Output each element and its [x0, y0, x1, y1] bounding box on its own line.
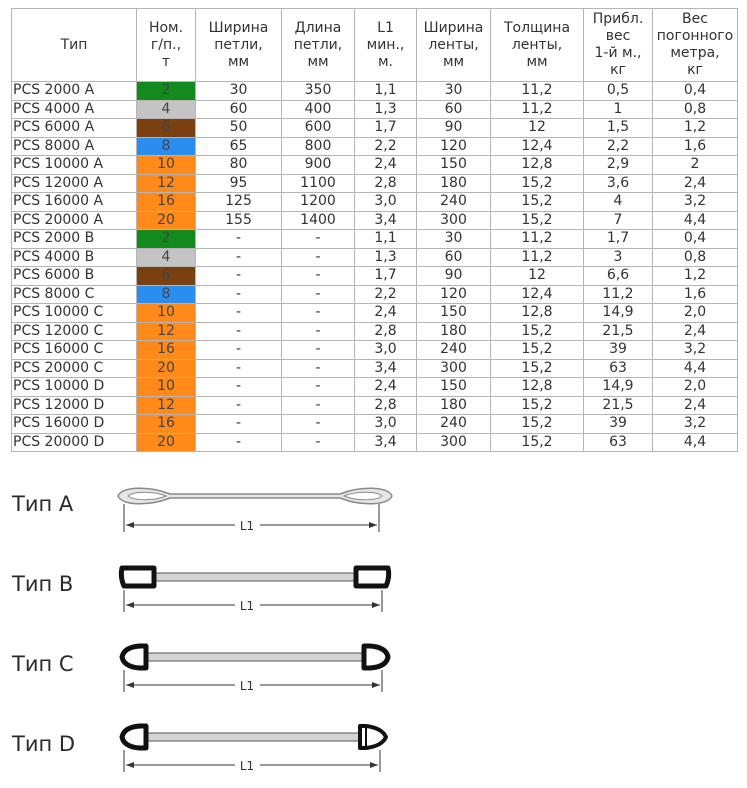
cell-loop-length: - — [282, 285, 355, 304]
cell-loop-width: - — [196, 341, 282, 360]
cell-l1: 2,2 — [355, 137, 417, 156]
cell-loop-width: - — [196, 396, 282, 415]
cell-load: 12 — [137, 174, 196, 193]
cell-load: 10 — [137, 378, 196, 397]
table-row — [12, 211, 738, 230]
cell-weight-1m: 21,5 — [584, 396, 653, 415]
cell-l1: 1,7 — [355, 119, 417, 138]
cell-loop-length: - — [282, 433, 355, 452]
type-c-label: Тип C — [12, 652, 74, 676]
cell-loop-length: 800 — [282, 137, 355, 156]
cell-load: 20 — [137, 433, 196, 452]
cell-l1: 1,1 — [355, 230, 417, 249]
cell-l1: 2,8 — [355, 396, 417, 415]
cell-band-width: 180 — [417, 322, 491, 341]
cell-type: PCS 2000 B — [12, 230, 137, 249]
cell-loop-width: - — [196, 304, 282, 323]
cell-thickness: 15,2 — [491, 174, 584, 193]
cell-type: PCS 16000 D — [12, 415, 137, 434]
cell-load: 16 — [137, 415, 196, 434]
cell-band-width: 300 — [417, 359, 491, 378]
cell-type: PCS 12000 A — [12, 174, 137, 193]
cell-type: PCS 16000 A — [12, 193, 137, 212]
cell-type: PCS 6000 A — [12, 119, 137, 138]
cell-band-width: 150 — [417, 304, 491, 323]
cell-l1: 3,0 — [355, 415, 417, 434]
cell-weight-1m: 3 — [584, 248, 653, 267]
cell-band-width: 150 — [417, 378, 491, 397]
cell-type: PCS 4000 B — [12, 248, 137, 267]
cell-weight-1m: 63 — [584, 359, 653, 378]
cell-type: PCS 10000 C — [12, 304, 137, 323]
table-row — [12, 193, 738, 212]
cell-thickness: 12,8 — [491, 304, 584, 323]
table-row — [12, 433, 738, 452]
table-row — [12, 304, 738, 323]
cell-thickness: 15,2 — [491, 211, 584, 230]
cell-band-width: 150 — [417, 156, 491, 175]
cell-load: 16 — [137, 341, 196, 360]
type-a-dimension: L1 — [239, 519, 255, 533]
cell-weight-1m: 2,2 — [584, 137, 653, 156]
cell-loop-width: 80 — [196, 156, 282, 175]
cell-loop-length: - — [282, 267, 355, 286]
cell-thickness: 12 — [491, 267, 584, 286]
table-row — [12, 82, 738, 101]
type-d-label: Тип D — [12, 732, 76, 756]
cell-loop-width: 60 — [196, 100, 282, 119]
cell-weight-1m: 6,6 — [584, 267, 653, 286]
table-row — [12, 378, 738, 397]
table-row — [12, 415, 738, 434]
cell-loop-width: 125 — [196, 193, 282, 212]
cell-l1: 1,7 — [355, 267, 417, 286]
cell-load: 10 — [137, 304, 196, 323]
table-row — [12, 359, 738, 378]
cell-type: PCS 12000 D — [12, 396, 137, 415]
cell-type: PCS 8000 C — [12, 285, 137, 304]
cell-band-width: 240 — [417, 193, 491, 212]
cell-loop-length: - — [282, 248, 355, 267]
cell-weight-1m: 39 — [584, 341, 653, 360]
cell-band-width: 60 — [417, 100, 491, 119]
cell-type: PCS 6000 B — [12, 267, 137, 286]
cell-weight-1m: 1,7 — [584, 230, 653, 249]
cell-weight-1m: 3,6 — [584, 174, 653, 193]
cell-loop-length: - — [282, 322, 355, 341]
cell-band-width: 240 — [417, 341, 491, 360]
cell-weight-1m: 11,2 — [584, 285, 653, 304]
cell-l1: 3,0 — [355, 341, 417, 360]
cell-thickness: 11,2 — [491, 248, 584, 267]
cell-load: 12 — [137, 396, 196, 415]
cell-l1: 1,3 — [355, 248, 417, 267]
cell-loop-length: 900 — [282, 156, 355, 175]
type-c-dimension: L1 — [239, 679, 255, 693]
cell-band-width: 180 — [417, 396, 491, 415]
cell-band-width: 180 — [417, 174, 491, 193]
cell-weight-per-m: 1,6 — [653, 285, 738, 304]
cell-loop-length: 400 — [282, 100, 355, 119]
cell-thickness: 15,2 — [491, 415, 584, 434]
cell-weight-per-m: 4,4 — [653, 211, 738, 230]
cell-type: PCS 20000 D — [12, 433, 137, 452]
cell-loop-length: 600 — [282, 119, 355, 138]
cell-thickness: 11,2 — [491, 82, 584, 101]
cell-weight-per-m: 0,4 — [653, 230, 738, 249]
cell-weight-1m: 63 — [584, 433, 653, 452]
table-row — [12, 396, 738, 415]
cell-thickness: 12 — [491, 119, 584, 138]
header-type: Тип — [12, 9, 137, 82]
cell-l1: 2,4 — [355, 378, 417, 397]
table-row — [12, 285, 738, 304]
cell-weight-per-m: 1,2 — [653, 119, 738, 138]
cell-loop-length: 1400 — [282, 211, 355, 230]
cell-loop-width: 50 — [196, 119, 282, 138]
cell-thickness: 15,2 — [491, 193, 584, 212]
cell-loop-width: - — [196, 378, 282, 397]
cell-l1: 3,4 — [355, 433, 417, 452]
cell-loop-length: - — [282, 396, 355, 415]
cell-type: PCS 20000 C — [12, 359, 137, 378]
cell-thickness: 11,2 — [491, 230, 584, 249]
cell-band-width: 60 — [417, 248, 491, 267]
cell-weight-1m: 39 — [584, 415, 653, 434]
cell-load: 20 — [137, 359, 196, 378]
header-band-width: Ширина ленты, мм — [417, 9, 491, 82]
cell-weight-per-m: 2,4 — [653, 174, 738, 193]
table-row — [12, 100, 738, 119]
cell-weight-per-m: 2,0 — [653, 378, 738, 397]
cell-weight-per-m: 0,4 — [653, 82, 738, 101]
cell-weight-1m: 14,9 — [584, 304, 653, 323]
header-weight-per-m: Вес погонного метра, кг — [653, 9, 738, 82]
cell-band-width: 240 — [417, 415, 491, 434]
table-row — [12, 322, 738, 341]
table-row — [12, 119, 738, 138]
cell-band-width: 300 — [417, 433, 491, 452]
cell-weight-per-m: 2,4 — [653, 322, 738, 341]
cell-thickness: 15,2 — [491, 396, 584, 415]
cell-l1: 2,8 — [355, 322, 417, 341]
sling-type-b-drawing — [110, 558, 400, 628]
cell-loop-length: - — [282, 230, 355, 249]
cell-loop-width: 95 — [196, 174, 282, 193]
table-row — [12, 267, 738, 286]
header-thickness: Толщина ленты, мм — [491, 9, 584, 82]
cell-loop-length: - — [282, 341, 355, 360]
cell-thickness: 15,2 — [491, 341, 584, 360]
cell-weight-1m: 1 — [584, 100, 653, 119]
sling-type-d-drawing — [110, 718, 400, 788]
cell-l1: 1,3 — [355, 100, 417, 119]
cell-thickness: 15,2 — [491, 359, 584, 378]
cell-type: PCS 4000 A — [12, 100, 137, 119]
cell-weight-per-m: 2 — [653, 156, 738, 175]
cell-load: 20 — [137, 211, 196, 230]
cell-loop-width: - — [196, 433, 282, 452]
cell-band-width: 90 — [417, 119, 491, 138]
cell-band-width: 300 — [417, 211, 491, 230]
table-row — [12, 248, 738, 267]
cell-weight-1m: 14,9 — [584, 378, 653, 397]
cell-weight-1m: 0,5 — [584, 82, 653, 101]
cell-type: PCS 2000 A — [12, 82, 137, 101]
cell-loop-width: - — [196, 267, 282, 286]
cell-l1: 3,0 — [355, 193, 417, 212]
cell-load: 4 — [137, 100, 196, 119]
cell-weight-per-m: 3,2 — [653, 193, 738, 212]
cell-weight-1m: 1,5 — [584, 119, 653, 138]
table-row — [12, 156, 738, 175]
cell-weight-per-m: 1,6 — [653, 137, 738, 156]
cell-weight-per-m: 4,4 — [653, 359, 738, 378]
type-b-dimension: L1 — [239, 599, 255, 613]
cell-type: PCS 16000 C — [12, 341, 137, 360]
type-a-label: Тип A — [12, 492, 74, 516]
cell-band-width: 30 — [417, 82, 491, 101]
table-row — [12, 137, 738, 156]
table-row — [12, 341, 738, 360]
cell-band-width: 90 — [417, 267, 491, 286]
sling-types — [0, 470, 747, 782]
cell-load: 16 — [137, 193, 196, 212]
cell-loop-length: 1100 — [282, 174, 355, 193]
cell-type: PCS 20000 A — [12, 211, 137, 230]
cell-weight-1m: 7 — [584, 211, 653, 230]
header-l1: L1 мин., м. — [355, 9, 417, 82]
cell-load: 8 — [137, 285, 196, 304]
cell-weight-1m: 4 — [584, 193, 653, 212]
cell-band-width: 120 — [417, 137, 491, 156]
cell-loop-width: 155 — [196, 211, 282, 230]
table-row — [12, 230, 738, 249]
cell-thickness: 12,4 — [491, 137, 584, 156]
header-loop-length: Длина петли, мм — [282, 9, 355, 82]
cell-l1: 2,4 — [355, 156, 417, 175]
cell-loop-width: 30 — [196, 82, 282, 101]
table-row — [12, 174, 738, 193]
cell-l1: 2,4 — [355, 304, 417, 323]
cell-loop-width: 65 — [196, 137, 282, 156]
cell-thickness: 12,8 — [491, 156, 584, 175]
cell-loop-length: - — [282, 415, 355, 434]
cell-loop-length: - — [282, 378, 355, 397]
cell-load: 2 — [137, 230, 196, 249]
cell-loop-length: 350 — [282, 82, 355, 101]
header-row — [12, 9, 738, 82]
cell-loop-width: - — [196, 248, 282, 267]
cell-l1: 2,8 — [355, 174, 417, 193]
spec-table — [11, 8, 738, 452]
cell-load: 2 — [137, 82, 196, 101]
cell-load: 6 — [137, 119, 196, 138]
cell-load: 4 — [137, 248, 196, 267]
cell-weight-per-m: 3,2 — [653, 341, 738, 360]
header-load: Ном. г/п., т — [137, 9, 196, 82]
cell-weight-per-m: 2,4 — [653, 396, 738, 415]
cell-band-width: 30 — [417, 230, 491, 249]
cell-thickness: 12,8 — [491, 378, 584, 397]
cell-thickness: 15,2 — [491, 322, 584, 341]
cell-weight-per-m: 4,4 — [653, 433, 738, 452]
cell-weight-per-m: 2,0 — [653, 304, 738, 323]
cell-l1: 1,1 — [355, 82, 417, 101]
cell-loop-length: - — [282, 304, 355, 323]
type-b-label: Тип B — [12, 572, 74, 596]
type-d-dimension: L1 — [239, 759, 255, 773]
cell-loop-length: - — [282, 359, 355, 378]
cell-weight-per-m: 0,8 — [653, 248, 738, 267]
cell-l1: 3,4 — [355, 211, 417, 230]
sling-type-a-drawing — [110, 478, 400, 548]
cell-type: PCS 10000 A — [12, 156, 137, 175]
cell-load: 8 — [137, 137, 196, 156]
cell-type: PCS 10000 D — [12, 378, 137, 397]
cell-load: 6 — [137, 267, 196, 286]
cell-weight-per-m: 1,2 — [653, 267, 738, 286]
cell-weight-per-m: 0,8 — [653, 100, 738, 119]
cell-l1: 3,4 — [355, 359, 417, 378]
cell-loop-width: - — [196, 230, 282, 249]
cell-weight-1m: 2,9 — [584, 156, 653, 175]
cell-loop-width: - — [196, 322, 282, 341]
cell-l1: 2,2 — [355, 285, 417, 304]
cell-weight-1m: 21,5 — [584, 322, 653, 341]
cell-loop-width: - — [196, 415, 282, 434]
cell-band-width: 120 — [417, 285, 491, 304]
cell-load: 12 — [137, 322, 196, 341]
cell-type: PCS 8000 A — [12, 137, 137, 156]
cell-weight-per-m: 3,2 — [653, 415, 738, 434]
cell-loop-width: - — [196, 359, 282, 378]
cell-loop-length: 1200 — [282, 193, 355, 212]
sling-type-c-drawing — [110, 638, 400, 708]
header-weight-1m: Прибл. вес 1-й м., кг — [584, 9, 653, 82]
cell-loop-width: - — [196, 285, 282, 304]
cell-type: PCS 12000 C — [12, 322, 137, 341]
cell-load: 10 — [137, 156, 196, 175]
cell-thickness: 12,4 — [491, 285, 584, 304]
header-loop-width: Ширина петли, мм — [196, 9, 282, 82]
cell-thickness: 11,2 — [491, 100, 584, 119]
cell-thickness: 15,2 — [491, 433, 584, 452]
